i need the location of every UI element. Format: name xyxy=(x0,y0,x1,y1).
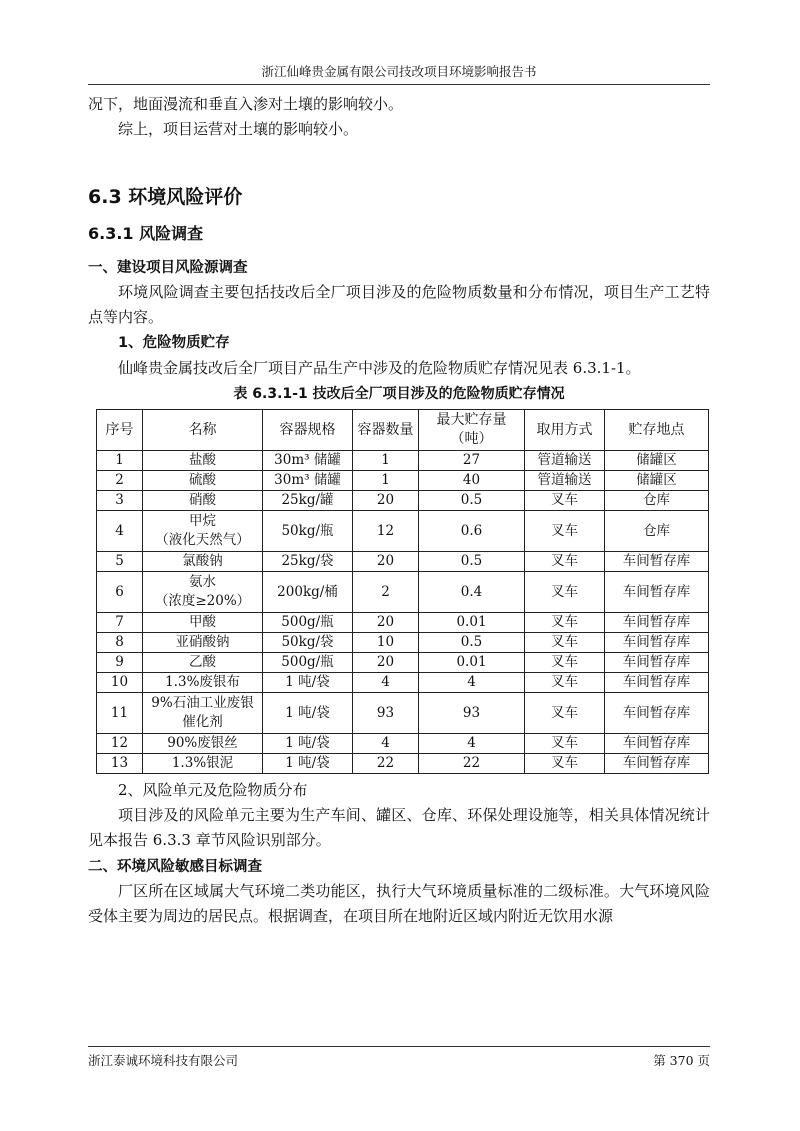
table-cell-spec: 1 吨/袋 xyxy=(263,693,353,734)
subsection-title: 6.3.1 风险调查 xyxy=(88,224,204,243)
table-cell-method: 叉车 xyxy=(525,511,605,552)
table-cell-location: 车间暂存库 xyxy=(605,754,709,774)
table-row xyxy=(97,451,709,471)
table-cell-location: 仓库 xyxy=(605,511,709,552)
table-cell-no: 6 xyxy=(97,572,143,613)
table-cell-count: 22 xyxy=(353,754,419,774)
footer-page-number: 第 370 页 xyxy=(653,1053,710,1068)
table-cell-name xyxy=(143,511,263,552)
table-cell-no: 3 xyxy=(97,491,143,511)
table-cell-name: 1.3%银泥 xyxy=(143,754,263,774)
table-cell-spec: 500g/瓶 xyxy=(263,653,353,673)
table-cell-count: 12 xyxy=(353,511,419,552)
page-header xyxy=(88,62,710,85)
table-cell-location: 车间暂存库 xyxy=(605,633,709,653)
table-cell-no: 7 xyxy=(97,613,143,633)
table-cell-spec: 30m³ 储罐 xyxy=(263,451,353,471)
table-cell-method: 叉车 xyxy=(525,734,605,754)
table-caption: 表 6.3.1-1 技改后全厂项目涉及的危险物质贮存情况 xyxy=(233,386,565,402)
table-cell-spec: 50kg/袋 xyxy=(263,633,353,653)
cell-name-line1: 9%石油工业废银 xyxy=(151,695,254,711)
table-cell-location: 车间暂存库 xyxy=(605,613,709,633)
table-cell-name: 亚硝酸钠 xyxy=(143,633,263,653)
table-cell-count: 20 xyxy=(353,491,419,511)
table-cell-count: 93 xyxy=(353,693,419,734)
col-header-method: 取用方式 xyxy=(525,410,605,451)
paragraph-intro: 环境风险调查主要包括技改后全厂项目涉及的危险物质数量和分布情况，项目生产工艺特点等内容。 xyxy=(88,283,710,326)
heading-storage: 1、危险物质贮存 xyxy=(118,335,230,351)
table-cell-method: 叉车 xyxy=(525,693,605,734)
table-cell-spec: 1 吨/袋 xyxy=(263,734,353,754)
paragraph-storage: 仙峰贵金属技改后全厂项目产品生产中涉及的危险物质贮存情况见表 6.3.1-1。 xyxy=(118,359,641,377)
table-cell-no: 13 xyxy=(97,754,143,774)
table-cell-count: 20 xyxy=(353,613,419,633)
table-cell-no: 4 xyxy=(97,511,143,552)
cell-name-line1: 氨水 xyxy=(189,574,216,590)
table-cell-max: 0.5 xyxy=(419,552,525,572)
col-header-count: 容器数量 xyxy=(353,410,419,451)
table-row xyxy=(97,471,709,491)
table-row xyxy=(97,734,709,754)
table-cell-count: 4 xyxy=(353,734,419,754)
table-cell-method: 叉车 xyxy=(525,653,605,673)
col-header-no: 序号 xyxy=(97,410,143,451)
cell-name-line1: 甲烷 xyxy=(189,513,216,529)
table-cell-max: 4 xyxy=(419,734,525,754)
table-cell-no: 1 xyxy=(97,451,143,471)
table-cell-name: 硫酸 xyxy=(143,471,263,491)
table-cell-spec: 1 吨/袋 xyxy=(263,754,353,774)
table-header-row xyxy=(97,410,709,451)
table-cell-spec: 50kg/瓶 xyxy=(263,511,353,552)
heading-risk-source: 一、建设项目风险源调查 xyxy=(88,260,248,276)
table-cell-max: 0.5 xyxy=(419,633,525,653)
col-header-name: 名称 xyxy=(143,410,263,451)
footer-company: 浙江泰诚环境科技有限公司 xyxy=(88,1053,239,1068)
table-row xyxy=(97,511,709,552)
table-cell-name: 硝酸 xyxy=(143,491,263,511)
paragraph-sensitive: 厂区所在区域属大气环境二类功能区，执行大气环境质量标准的二级标准。大气环境风险受体主要为周边的居民点。根据调查，在项目所在地附近区域内附近无饮用水源 xyxy=(88,882,710,925)
col-header-location: 贮存地点 xyxy=(605,410,709,451)
table-cell-method: 叉车 xyxy=(525,754,605,774)
col-header-max-storage xyxy=(419,410,525,451)
table-cell-location: 仓库 xyxy=(605,491,709,511)
hazardous-storage-table xyxy=(96,409,709,774)
table-cell-max: 4 xyxy=(419,673,525,693)
table-cell-method: 叉车 xyxy=(525,633,605,653)
table-cell-spec: 200kg/桶 xyxy=(263,572,353,613)
col-header-max-storage-label: 最大贮存量 xyxy=(436,412,507,428)
table-cell-location: 车间暂存库 xyxy=(605,734,709,754)
table-cell-spec: 30m³ 储罐 xyxy=(263,471,353,491)
table-cell-method: 叉车 xyxy=(525,552,605,572)
table-row xyxy=(97,491,709,511)
table-row xyxy=(97,673,709,693)
cell-name-line2: 催化剂 xyxy=(182,714,223,730)
section-title: 6.3 环境风险评价 xyxy=(88,186,243,208)
table-cell-method: 叉车 xyxy=(525,613,605,633)
header-title: 浙江仙峰贵金属有限公司技改项目环境影响报告书 xyxy=(261,64,537,79)
cell-name-line2: （液化天然气） xyxy=(155,532,250,548)
table-cell-max: 40 xyxy=(419,471,525,491)
table-row xyxy=(97,572,709,613)
document-body xyxy=(88,92,710,929)
table-row xyxy=(97,633,709,653)
table-cell-location: 储罐区 xyxy=(605,451,709,471)
table-cell-max: 0.5 xyxy=(419,491,525,511)
table-cell-max: 0.4 xyxy=(419,572,525,613)
table-cell-count: 10 xyxy=(353,633,419,653)
heading-risk-units: 2、风险单元及危险物质分布 xyxy=(118,781,308,799)
table-cell-no: 5 xyxy=(97,552,143,572)
table-cell-max: 22 xyxy=(419,754,525,774)
table-cell-location: 车间暂存库 xyxy=(605,572,709,613)
table-cell-location: 车间暂存库 xyxy=(605,673,709,693)
table-cell-count: 1 xyxy=(353,471,419,491)
paragraph-continuation: 况下，地面漫流和垂直入渗对土壤的影响较小。 xyxy=(88,95,404,113)
table-cell-count: 20 xyxy=(353,653,419,673)
table-cell-no: 8 xyxy=(97,633,143,653)
table-cell-count: 1 xyxy=(353,451,419,471)
table-cell-name: 氯酸钠 xyxy=(143,552,263,572)
table-cell-name: 乙酸 xyxy=(143,653,263,673)
table-cell-name: 90%废银丝 xyxy=(143,734,263,754)
col-header-spec: 容器规格 xyxy=(263,410,353,451)
table-cell-location: 车间暂存库 xyxy=(605,552,709,572)
table-cell-location: 车间暂存库 xyxy=(605,653,709,673)
heading-sensitive-targets: 二、环境风险敏感目标调查 xyxy=(88,859,262,875)
table-cell-max: 0.01 xyxy=(419,653,525,673)
table-body xyxy=(97,451,709,774)
table-cell-no: 10 xyxy=(97,673,143,693)
table-cell-max: 93 xyxy=(419,693,525,734)
table-cell-name xyxy=(143,572,263,613)
table-cell-method: 管道输送 xyxy=(525,471,605,491)
paragraph-summary: 综上，项目运营对土壤的影响较小。 xyxy=(118,120,359,138)
table-cell-max: 0.6 xyxy=(419,511,525,552)
table-cell-max: 27 xyxy=(419,451,525,471)
table-cell-no: 9 xyxy=(97,653,143,673)
table-cell-name: 盐酸 xyxy=(143,451,263,471)
table-cell-method: 管道输送 xyxy=(525,451,605,471)
table-cell-no: 11 xyxy=(97,693,143,734)
table-cell-location: 车间暂存库 xyxy=(605,693,709,734)
table-cell-no: 2 xyxy=(97,471,143,491)
table-cell-count: 2 xyxy=(353,572,419,613)
table-cell-location: 储罐区 xyxy=(605,471,709,491)
table-cell-count: 4 xyxy=(353,673,419,693)
table-row xyxy=(97,552,709,572)
table-row xyxy=(97,754,709,774)
page-footer xyxy=(88,1046,710,1069)
table-row xyxy=(97,653,709,673)
table-cell-max: 0.01 xyxy=(419,613,525,633)
table-cell-name: 甲酸 xyxy=(143,613,263,633)
cell-name-line2: （浓度≥20%） xyxy=(154,593,251,609)
table-cell-count: 20 xyxy=(353,552,419,572)
table-cell-name xyxy=(143,693,263,734)
table-cell-method: 叉车 xyxy=(525,673,605,693)
table-row xyxy=(97,693,709,734)
table-cell-spec: 25kg/罐 xyxy=(263,491,353,511)
table-cell-no: 12 xyxy=(97,734,143,754)
table-row xyxy=(97,613,709,633)
table-cell-method: 叉车 xyxy=(525,572,605,613)
table-cell-spec: 25kg/袋 xyxy=(263,552,353,572)
col-header-max-storage-unit: （吨） xyxy=(450,431,493,447)
table-cell-name: 1.3%废银布 xyxy=(143,673,263,693)
table-cell-method: 叉车 xyxy=(525,491,605,511)
table-cell-spec: 1 吨/袋 xyxy=(263,673,353,693)
table-cell-spec: 500g/瓶 xyxy=(263,613,353,633)
paragraph-units: 项目涉及的风险单元主要为生产车间、罐区、仓库、环保处理设施等，相关具体情况统计见本报告 6.3.3 章节风险识别部分。 xyxy=(88,806,710,849)
